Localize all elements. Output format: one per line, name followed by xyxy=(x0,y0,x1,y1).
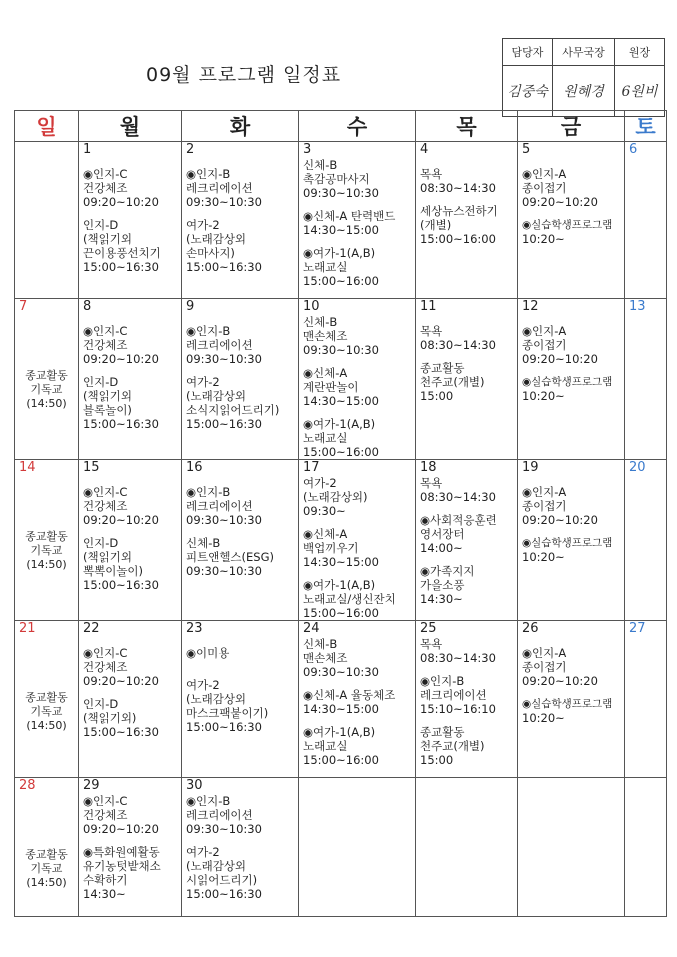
schedule-line: 레크리에이션 xyxy=(186,181,253,195)
schedule-line: (노래감상외 xyxy=(186,389,247,403)
schedule-line: 09:30~10:30 xyxy=(303,665,379,679)
schedule-line: 인지-D xyxy=(83,536,119,550)
schedule-line: 여가-2 xyxy=(186,375,220,389)
schedule-line xyxy=(303,518,415,527)
schedule-line xyxy=(522,209,624,218)
schedule-line: 손마사지) xyxy=(186,246,235,260)
schedule-line: (개별) xyxy=(420,218,452,232)
calendar-day-cell xyxy=(625,299,667,460)
schedule-line: ◉실습학생프로그램 xyxy=(522,219,613,231)
schedule-line: 09:20~10:20 xyxy=(522,195,598,209)
day-number: 13 xyxy=(629,299,646,314)
schedule-line: 수확하기 xyxy=(83,873,128,887)
schedule-line: 목욕 xyxy=(420,637,443,651)
weekday-fri: 금 xyxy=(518,111,625,142)
schedule-line: 촉감공마사지 xyxy=(303,172,370,186)
schedule-line: 종교활동 xyxy=(420,361,465,375)
calendar-day-cell xyxy=(15,142,79,299)
schedule-line: ◉여가-1(A,B) xyxy=(303,417,376,431)
worship-note xyxy=(15,691,78,733)
schedule-line: 건강체조 xyxy=(83,660,128,674)
worship-note-line: 기독교 xyxy=(30,705,63,718)
day-number: 23 xyxy=(186,621,203,636)
schedule-line xyxy=(186,158,298,167)
schedule-line: 15:00~16:00 xyxy=(303,606,379,620)
schedule-line: 14:30~15:00 xyxy=(303,394,379,408)
schedule-line xyxy=(186,660,298,669)
schedule-line: (노래감상외) xyxy=(303,490,368,504)
schedule-line: 끈이용풍선치기 xyxy=(83,246,161,260)
schedule-line: 15:00~16:00 xyxy=(303,274,379,288)
schedule-line xyxy=(83,476,181,485)
calendar-day-cell xyxy=(182,778,299,917)
schedule-line xyxy=(186,366,298,375)
schedule-line: ◉여가-1(A,B) xyxy=(303,246,376,260)
schedule-line: 15:00~16:00 xyxy=(303,753,379,767)
calendar-day-cell xyxy=(518,621,625,778)
day-number: 18 xyxy=(420,460,437,475)
schedule-line: ◉신체-A 탄력밴드 xyxy=(303,209,396,223)
schedule-line: (노래감상외 xyxy=(186,859,247,873)
worship-note-line: 종교활동 xyxy=(25,691,68,704)
weekday-thu: 목 xyxy=(416,111,518,142)
schedule-line: 15:00 xyxy=(420,753,454,767)
schedule-line: 여가-2 xyxy=(303,476,337,490)
schedule-line: 레크리에이션 xyxy=(186,808,253,822)
schedule-line: 09:20~10:20 xyxy=(83,822,159,836)
schedule-line: 신체-B xyxy=(303,315,338,329)
schedule-line: 09:20~10:20 xyxy=(83,674,159,688)
schedule-line: (책읽기외 xyxy=(83,389,132,403)
schedule-line xyxy=(303,569,415,578)
weekday-mon: 월 xyxy=(79,111,182,142)
schedule-line: 소식지읽어드리기) xyxy=(186,403,280,417)
schedule-line: 천주교(개별) xyxy=(420,375,485,389)
schedule-line: ◉여가-1(A,B) xyxy=(303,578,376,592)
day-number: 14 xyxy=(19,460,36,475)
schedule-line: 09:20~10:20 xyxy=(83,195,159,209)
schedule-line: 09:30~10:30 xyxy=(186,822,262,836)
signature-manager: 김중숙 xyxy=(503,66,553,117)
calendar-day-cell xyxy=(518,460,625,621)
schedule-line: 노래교실/생신잔치 xyxy=(303,592,396,606)
worship-note xyxy=(15,530,78,572)
schedule-line xyxy=(522,637,624,646)
schedule-line: 14:00~ xyxy=(420,541,463,555)
calendar-day-cell xyxy=(625,460,667,621)
schedule-line: 시읽어드리기) xyxy=(186,873,258,887)
calendar-day-cell xyxy=(299,621,416,778)
day-number: 6 xyxy=(629,142,638,157)
schedule-line: 목욕 xyxy=(420,324,443,338)
calendar-day-cell xyxy=(416,460,518,621)
calendar-day-cell xyxy=(416,621,518,778)
schedule-line: 인지-D xyxy=(83,697,119,711)
schedule-line xyxy=(83,688,181,697)
schedule-line: (노래감상외 xyxy=(186,692,247,706)
calendar-week-row xyxy=(15,778,667,917)
schedule-line: 블록놀이) xyxy=(83,403,132,417)
schedule-line: 레크리에이션 xyxy=(186,338,253,352)
schedule-line: ◉신체-A 율동체조 xyxy=(303,688,396,702)
schedule-line: 영서장터 xyxy=(420,527,465,541)
approval-box xyxy=(502,38,665,117)
schedule-line xyxy=(522,688,624,697)
schedule-line: 신체-B xyxy=(303,158,338,172)
schedule-line: 노래교실 xyxy=(303,260,348,274)
calendar-day-cell xyxy=(79,142,182,299)
schedule-line: ◉여가-1(A,B) xyxy=(303,725,376,739)
schedule-line: 종이접기 xyxy=(522,660,567,674)
schedule-line xyxy=(303,357,415,366)
schedule-line xyxy=(522,476,624,485)
schedule-line: 15:00~16:00 xyxy=(420,232,496,246)
calendar-day-cell xyxy=(79,460,182,621)
schedule-line xyxy=(420,555,517,564)
schedule-line: 인지-D xyxy=(83,218,119,232)
calendar-day-cell xyxy=(299,778,416,917)
schedule-line xyxy=(420,504,517,513)
calendar-week-row xyxy=(15,142,667,299)
schedule-line: 14:30~15:00 xyxy=(303,555,379,569)
weekday-wed: 수 xyxy=(299,111,416,142)
day-number: 9 xyxy=(186,299,195,314)
schedule-line: ◉인지-C xyxy=(83,646,128,660)
schedule-line xyxy=(420,665,517,674)
schedule-line: 09:20~10:20 xyxy=(522,513,598,527)
schedule-line xyxy=(303,408,415,417)
schedule-line xyxy=(522,315,624,324)
schedule-line: ◉인지-B xyxy=(186,324,231,338)
day-number: 2 xyxy=(186,142,195,157)
schedule-line xyxy=(186,315,298,324)
schedule-line: 09:30~10:30 xyxy=(186,195,262,209)
schedule-line: 10:20~ xyxy=(522,389,565,403)
calendar-week-row xyxy=(15,299,667,460)
schedule-line xyxy=(83,836,181,845)
worship-note-line: 기독교 xyxy=(30,862,63,875)
schedule-line xyxy=(186,836,298,845)
schedule-line: 세상뉴스전하기 xyxy=(420,204,498,218)
day-number: 16 xyxy=(186,460,203,475)
schedule-line: 노래교실 xyxy=(303,739,348,753)
weekday-tue: 화 xyxy=(182,111,299,142)
schedule-line xyxy=(83,209,181,218)
schedule-line: 계란판놀이 xyxy=(303,380,359,394)
schedule-line: 14:30~15:00 xyxy=(303,223,379,237)
calendar-day-cell xyxy=(15,460,79,621)
schedule-line xyxy=(83,366,181,375)
schedule-line: 백업끼우기 xyxy=(303,541,359,555)
calendar-day-cell xyxy=(79,299,182,460)
calendar-table xyxy=(14,110,667,917)
day-number: 26 xyxy=(522,621,539,636)
schedule-line: 09:30~10:30 xyxy=(186,564,262,578)
schedule-line: ◉인지-C xyxy=(83,794,128,808)
schedule-line xyxy=(186,637,298,646)
calendar-week-row xyxy=(15,460,667,621)
schedule-line xyxy=(303,200,415,209)
schedule-line xyxy=(522,158,624,167)
schedule-line: 09:20~10:20 xyxy=(522,674,598,688)
schedule-line: ◉신체-A xyxy=(303,527,348,541)
schedule-line: 14:30~ xyxy=(83,887,126,901)
day-number: 28 xyxy=(19,778,36,793)
schedule-line: 08:30~14:30 xyxy=(420,490,496,504)
calendar-day-cell xyxy=(518,299,625,460)
schedule-line: 레크리에이션 xyxy=(420,688,487,702)
schedule-line: (노래감상외 xyxy=(186,232,247,246)
approval-header-director: 원장 xyxy=(615,39,665,66)
schedule-line: 여가-2 xyxy=(186,678,220,692)
calendar-day-cell xyxy=(416,778,518,917)
schedule-line: 15:00~16:30 xyxy=(186,720,262,734)
worship-note-line: (14:50) xyxy=(26,719,67,732)
schedule-line xyxy=(522,366,624,375)
schedule-line xyxy=(83,158,181,167)
calendar-day-cell xyxy=(299,460,416,621)
schedule-line: (책읽기외) xyxy=(83,711,137,725)
schedule-line: ◉신체-A xyxy=(303,366,348,380)
schedule-line: 유기농텃밭채소 xyxy=(83,859,161,873)
day-number: 4 xyxy=(420,142,429,157)
schedule-line: 15:10~16:10 xyxy=(420,702,496,716)
schedule-line: ◉사회적응훈련 xyxy=(420,513,497,527)
schedule-line: ◉실습학생프로그램 xyxy=(522,376,613,388)
schedule-line xyxy=(420,716,517,725)
calendar-day-cell xyxy=(416,299,518,460)
schedule-line: 09:20~10:20 xyxy=(83,513,159,527)
approval-header-manager: 담당자 xyxy=(503,39,553,66)
schedule-line: 가을소풍 xyxy=(420,578,465,592)
day-number: 7 xyxy=(19,299,28,314)
schedule-line: 여가-2 xyxy=(186,845,220,859)
schedule-line: ◉인지-B xyxy=(186,794,231,808)
schedule-line xyxy=(420,315,517,324)
schedule-line: 종교활동 xyxy=(420,725,465,739)
schedule-line xyxy=(186,527,298,536)
day-number: 8 xyxy=(83,299,92,314)
schedule-line: (책읽기외 xyxy=(83,232,132,246)
schedule-line: 10:20~ xyxy=(522,232,565,246)
schedule-line: 천주교(개별) xyxy=(420,739,485,753)
calendar-day-cell xyxy=(15,299,79,460)
schedule-line: 15:00~16:30 xyxy=(83,578,159,592)
schedule-line xyxy=(186,476,298,485)
day-number: 1 xyxy=(83,142,92,157)
schedule-line: 09:30~10:30 xyxy=(303,186,379,200)
schedule-line: 피트앤헬스(ESG) xyxy=(186,550,274,564)
schedule-line: 종이접기 xyxy=(522,181,567,195)
schedule-line: 15:00~16:00 xyxy=(303,445,379,459)
schedule-line: 맨손체조 xyxy=(303,329,348,343)
schedule-line xyxy=(420,352,517,361)
page-title: 09월 프로그램 일정표 xyxy=(146,64,342,86)
schedule-line: 목욕 xyxy=(420,476,443,490)
schedule-line: 08:30~14:30 xyxy=(420,181,496,195)
calendar-day-cell xyxy=(416,142,518,299)
worship-note-line: (14:50) xyxy=(26,397,67,410)
schedule-line: 14:30~ xyxy=(420,592,463,606)
schedule-line: 건강체조 xyxy=(83,338,128,352)
calendar-day-cell xyxy=(79,621,182,778)
schedule-line: 신체-B xyxy=(303,637,338,651)
schedule-line: 15:00~16:30 xyxy=(83,260,159,274)
schedule-line: 맨손체조 xyxy=(303,651,348,665)
worship-note xyxy=(15,369,78,411)
schedule-line xyxy=(420,195,517,204)
schedule-line xyxy=(522,527,624,536)
weekday-sun: 일 xyxy=(15,111,79,142)
calendar-day-cell xyxy=(182,460,299,621)
schedule-line: 09:30~10:30 xyxy=(186,352,262,366)
schedule-line: ◉인지-A xyxy=(522,485,567,499)
day-number: 17 xyxy=(303,460,320,475)
schedule-line: 인지-D xyxy=(83,375,119,389)
calendar-day-cell xyxy=(625,621,667,778)
schedule-line: ◉실습학생프로그램 xyxy=(522,537,613,549)
schedule-line: 08:30~14:30 xyxy=(420,338,496,352)
schedule-line: 09:30~10:30 xyxy=(303,343,379,357)
worship-note-line: (14:50) xyxy=(26,876,67,889)
day-number: 21 xyxy=(19,621,36,636)
calendar-day-cell xyxy=(625,142,667,299)
weekday-header-row xyxy=(15,111,667,142)
worship-note-line: (14:50) xyxy=(26,558,67,571)
calendar-day-cell xyxy=(182,299,299,460)
calendar-day-cell xyxy=(15,621,79,778)
schedule-line: 15:00 xyxy=(420,389,454,403)
day-number: 11 xyxy=(420,299,437,314)
calendar-day-cell xyxy=(299,142,416,299)
schedule-line: (책읽기외 xyxy=(83,550,132,564)
day-number: 15 xyxy=(83,460,100,475)
schedule-line: 09:20~10:20 xyxy=(522,352,598,366)
schedule-line: 15:00~16:30 xyxy=(186,260,262,274)
schedule-line xyxy=(186,209,298,218)
calendar-day-cell xyxy=(182,142,299,299)
worship-note-line: 종교활동 xyxy=(25,848,68,861)
schedule-line: ◉특화원예활동 xyxy=(83,845,160,859)
schedule-line: 15:00~16:30 xyxy=(186,417,262,431)
day-number: 29 xyxy=(83,778,100,793)
schedule-line: ◉인지-A xyxy=(522,646,567,660)
schedule-line: 신체-B xyxy=(186,536,221,550)
schedule-line: ◉인지-B xyxy=(420,674,465,688)
schedule-line: 15:00~16:30 xyxy=(83,725,159,739)
schedule-line xyxy=(303,716,415,725)
schedule-line: ◉인지-A xyxy=(522,167,567,181)
schedule-line: 목욕 xyxy=(420,167,443,181)
schedule-line: 뽁뽁이놀이) xyxy=(83,564,144,578)
schedule-line: 09:20~10:20 xyxy=(83,352,159,366)
signature-secretary: 원혜경 xyxy=(553,66,615,117)
schedule-line: 종이접기 xyxy=(522,499,567,513)
worship-note-line: 기독교 xyxy=(30,383,63,396)
day-number: 10 xyxy=(303,299,320,314)
day-number: 3 xyxy=(303,142,312,157)
approval-header-secretary: 사무국장 xyxy=(553,39,615,66)
schedule-line xyxy=(420,158,517,167)
day-number: 27 xyxy=(629,621,646,636)
schedule-line: 08:30~14:30 xyxy=(420,651,496,665)
worship-note-line: 종교활동 xyxy=(25,530,68,543)
schedule-line: 노래교실 xyxy=(303,431,348,445)
calendar-day-cell xyxy=(299,299,416,460)
day-number: 20 xyxy=(629,460,646,475)
schedule-line: ◉인지-B xyxy=(186,167,231,181)
schedule-line xyxy=(83,315,181,324)
schedule-line xyxy=(303,679,415,688)
worship-note-line: 종교활동 xyxy=(25,369,68,382)
day-number: 24 xyxy=(303,621,320,636)
schedule-line: 건강체조 xyxy=(83,808,128,822)
calendar-week-row xyxy=(15,621,667,778)
worship-note xyxy=(15,848,78,890)
schedule-line: ◉인지-C xyxy=(83,485,128,499)
worship-note-line: 기독교 xyxy=(30,544,63,557)
schedule-line: 마스크팩붙이기) xyxy=(186,706,269,720)
schedule-line: 여가-2 xyxy=(186,218,220,232)
signature-director: 6원비 xyxy=(615,66,665,117)
schedule-line: ◉가족지지 xyxy=(420,564,475,578)
schedule-line: 건강체조 xyxy=(83,181,128,195)
schedule-line: 10:20~ xyxy=(522,550,565,564)
schedule-line: ◉인지-C xyxy=(83,167,128,181)
schedule-line: 15:00~16:30 xyxy=(83,417,159,431)
schedule-line: 종이접기 xyxy=(522,338,567,352)
calendar-day-cell xyxy=(625,778,667,917)
day-number: 5 xyxy=(522,142,531,157)
weekday-sat: 토 xyxy=(625,111,667,142)
schedule-line: ◉이미용 xyxy=(186,646,230,660)
schedule-line: 09:30~10:30 xyxy=(186,513,262,527)
schedule-line: 레크리에이션 xyxy=(186,499,253,513)
calendar-day-cell xyxy=(518,142,625,299)
calendar-day-cell xyxy=(518,778,625,917)
schedule-line: 10:20~ xyxy=(522,711,565,725)
schedule-line: ◉인지-C xyxy=(83,324,128,338)
schedule-line: ◉인지-A xyxy=(522,324,567,338)
day-number: 12 xyxy=(522,299,539,314)
day-number: 22 xyxy=(83,621,100,636)
day-number: 19 xyxy=(522,460,539,475)
schedule-line: ◉실습학생프로그램 xyxy=(522,698,613,710)
calendar-day-cell xyxy=(79,778,182,917)
day-number: 25 xyxy=(420,621,437,636)
day-number: 30 xyxy=(186,778,203,793)
schedule-line: 15:00~16:30 xyxy=(186,887,262,901)
schedule-line xyxy=(83,527,181,536)
schedule-line xyxy=(83,637,181,646)
schedule-line: ◉인지-B xyxy=(186,485,231,499)
calendar-day-cell xyxy=(182,621,299,778)
calendar-day-cell xyxy=(15,778,79,917)
schedule-line xyxy=(303,237,415,246)
schedule-line xyxy=(186,669,298,678)
schedule-line: 건강체조 xyxy=(83,499,128,513)
schedule-line: 14:30~15:00 xyxy=(303,702,379,716)
schedule-line: 09:30~ xyxy=(303,504,346,518)
